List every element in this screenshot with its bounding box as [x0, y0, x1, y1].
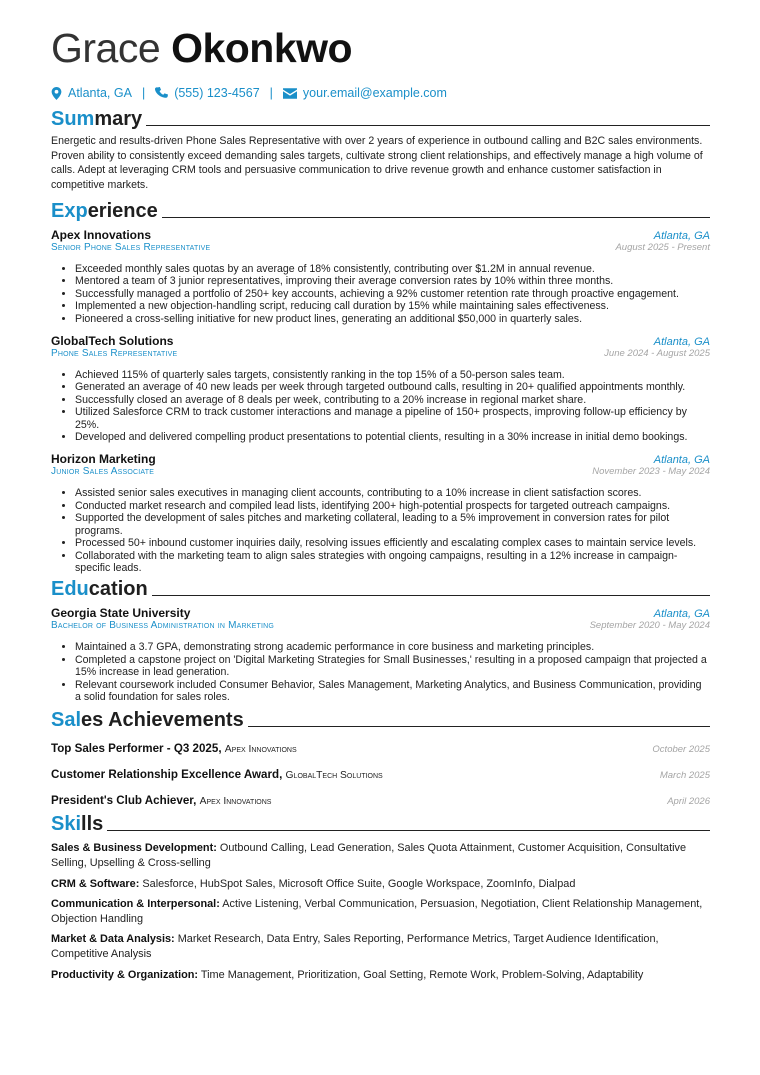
email-text: your.email@example.com [302, 86, 447, 100]
achievement-item: Customer Relationship Excellence Award, GlobalTech Solutions March 2025 [51, 768, 710, 782]
contact-separator: | [141, 86, 146, 100]
school-name: Georgia State University [51, 606, 191, 621]
achievement-date: March 2025 [659, 770, 710, 782]
education-entry [51, 606, 710, 703]
bullet-item: • Exceeded monthly sales quotas by an average of 18% consistently, contributing over $1.2M in annual revenue. [75, 263, 710, 275]
achievement-date: October 2025 [652, 744, 710, 756]
skill-list: Market Research, Data Entry, Sales Reporting, Performance Metrics, Target Audience Identification, Competitive Analysis [51, 933, 659, 960]
job-bullets [51, 487, 710, 574]
skill-group [51, 897, 710, 926]
bullet-item: • Successfully closed an average of 8 deals per week, contributing to a 20% increase in regional market share. [75, 394, 710, 406]
job-entry [51, 452, 710, 574]
education-dates: September 2020 - May 2024 [589, 620, 710, 632]
bullet-item: • Relevant coursework included Consumer Behavior, Sales Management, Marketing Analytics, and Business Communication, providing a solid foundation for sales roles. [75, 679, 710, 704]
contact-phone[interactable] [155, 86, 259, 100]
skill-group [51, 841, 710, 870]
job-bullets [51, 369, 710, 443]
candidate-name [51, 25, 710, 71]
achievement-org: GlobalTech Solutions [285, 770, 383, 782]
bullet-item: • Conducted market research and compiled lead lists, identifying 200+ high-potential prospects for targeted outreach campaigns. [75, 500, 710, 512]
job-location: Atlanta, GA [653, 454, 710, 467]
achievement-org: Apex Innovations [224, 744, 297, 756]
degree-name: Bachelor of Business Administration in Marketing [51, 620, 275, 632]
skill-list: Outbound Calling, Lead Generation, Sales Quota Attainment, Customer Acquisition, Consultative Selling, Upselling & Cross-selling [51, 842, 687, 869]
skill-list: Active Listening, Verbal Communication, Persuasion, Negotiation, Client Relationship Management, Objection Handling [51, 898, 703, 925]
achievement-title: President's Club Achiever [51, 794, 194, 808]
bullet-item: • Pioneered a cross-selling initiative for new product lines, generating an additional $50,000 in quarterly sales. [75, 313, 710, 325]
section-title-skills: Skills [51, 813, 710, 835]
section-title-achievements: Sales Achievements [51, 709, 710, 731]
school-location: Atlanta, GA [653, 608, 710, 621]
job-bullets [51, 263, 710, 325]
job-title: Junior Sales Associate [51, 466, 155, 478]
achievement-date: April 2026 [667, 796, 710, 808]
contact-email[interactable] [283, 86, 447, 100]
bullet-item: • Utilized Salesforce CRM to track customer interactions and manage a pipeline of 150+ prospects, improving follow-up efficiency by 25%. [75, 406, 710, 431]
education-bullets [51, 641, 710, 703]
summary-text: Energetic and results-driven Phone Sales Representative with over 2 years of experience in outbound calling and B2C sales environments. Proven ability to consistently exceed demanding sales targets, cultivate strong client relationships, and effectively manage a high volume of calls. Adept at leveraging CRM tools and persuasive communication to drive revenue growth and enhance customer satisfaction in competitive markets. [51, 135, 703, 191]
location-text: Atlanta, GA [68, 86, 132, 100]
bullet-item: • Completed a capstone project on 'Digital Marketing Strategies for Small Businesses,' resulting in a proposed campaign that projected a 15% increase in lead generation. [75, 654, 710, 679]
section-title-experience: Experience [51, 200, 710, 222]
company-name: Apex Innovations [51, 228, 152, 242]
skill-group [51, 877, 710, 892]
envelope-icon [283, 87, 297, 100]
contact-location [51, 86, 132, 100]
job-entry [51, 228, 710, 325]
bullet-item: • Mentored a team of 3 junior representatives, improving their average conversion rates by 10% within three months. [75, 275, 710, 287]
bullet-item: • Maintained a 3.7 GPA, demonstrating strong academic performance in core business and marketing principles. [75, 641, 710, 653]
phone-icon [155, 87, 168, 100]
achievement-item: Top Sales Performer - Q3 2025, Apex Innovations October 2025 [51, 742, 710, 756]
section-divider [107, 830, 710, 831]
skill-group [51, 968, 710, 983]
skill-label: Sales & Business Development: [51, 842, 217, 855]
bullet-item: • Processed 50+ inbound customer inquiries daily, resolving issues efficiently and escalating complex cases to maintain service levels. [75, 537, 710, 549]
bullet-item: • Achieved 115% of quarterly sales targets, consistently ranking in the top 15% of a 50-person sales team. [75, 369, 710, 381]
achievement-title: Top Sales Performer - Q3 2025 [51, 742, 219, 756]
company-name: GlobalTech Solutions [51, 334, 174, 349]
bullet-item: • Collaborated with the marketing team to align sales strategies with ongoing campaigns, resulting in a 12% increase in campaign-specific leads. [75, 550, 710, 575]
skill-label: Communication & Interpersonal: [51, 898, 220, 911]
contact-separator: | [269, 86, 273, 100]
section-divider [162, 217, 710, 218]
job-dates: August 2025 - Present [615, 242, 710, 253]
bullet-item: • Developed and delivered compelling product presentations to potential clients, resulting in a 30% increase in initial demo bookings. [75, 431, 710, 443]
map-pin-icon [51, 87, 62, 100]
skill-list: Salesforce, HubSpot Sales, Microsoft Office Suite, Google Workspace, ZoomInfo, Dialpad [139, 877, 576, 890]
last-name: Okonkwo [171, 25, 353, 71]
job-entry [51, 334, 710, 443]
job-dates: November 2023 - May 2024 [592, 466, 710, 478]
section-divider [248, 726, 710, 727]
section-divider [152, 595, 710, 596]
phone-text: (555) 123-4567 [174, 86, 260, 100]
skill-label: CRM & Software: [51, 877, 140, 890]
skill-list: Time Management, Prioritization, Goal Setting, Remote Work, Problem-Solving, Adaptability [198, 968, 644, 981]
job-dates: June 2024 - August 2025 [604, 348, 710, 360]
section-title-summary: Summary [51, 108, 710, 130]
skill-label: Market & Data Analysis: [51, 933, 175, 946]
job-location: Atlanta, GA [653, 336, 710, 349]
job-title: Senior Phone Sales Representative [51, 242, 211, 253]
job-title: Phone Sales Representative [51, 348, 178, 360]
contact-line [51, 86, 710, 100]
skill-group [51, 932, 710, 961]
achievement-title: Customer Relationship Excellence Award [51, 768, 280, 782]
section-title-education: Education [51, 578, 710, 600]
bullet-item: • Implemented a new objection-handling script, reducing call duration by 15% while maintaining sales effectiveness. [75, 300, 710, 312]
skill-label: Productivity & Organization: [51, 968, 199, 981]
achievement-org: Apex Innovations [199, 796, 272, 808]
bullet-item: • Successfully managed a portfolio of 250+ key accounts, achieving a 92% customer retention rate through proactive engagement. [75, 288, 710, 300]
bullet-item: • Generated an average of 40 new leads per week through targeted outbound calls, resulting in 20+ qualified appointments monthly. [75, 381, 710, 393]
job-location: Atlanta, GA [653, 230, 710, 242]
bullet-item: • Supported the development of sales pitches and marketing collateral, leading to a 5% improvement in conversion rates for pilot programs. [75, 512, 710, 537]
achievement-item: President's Club Achiever, Apex Innovations April 2026 [51, 794, 710, 808]
first-name: Grace [51, 25, 161, 71]
company-name: Horizon Marketing [51, 452, 156, 467]
bullet-item: • Assisted senior sales executives in managing client accounts, contributing to a 10% increase in client satisfaction scores. [75, 487, 710, 499]
section-divider [146, 125, 710, 126]
